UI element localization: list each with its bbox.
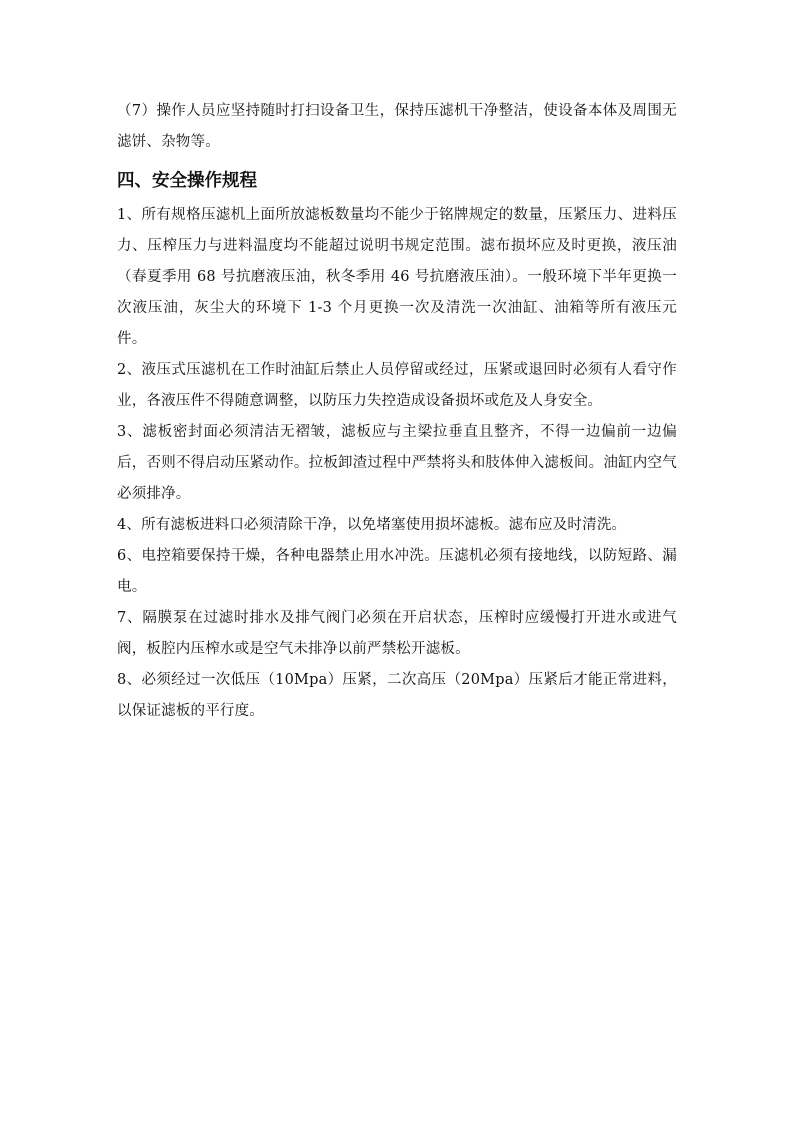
intro-paragraph: （7）操作人员应坚持随时打扫设备卫生，保持压滤机干净整洁，使设备本体及周围无滤饼、杂物等。 [117,103,677,150]
rule-paragraph-4: 4、所有滤板进料口必须清除干净，以免堵塞使用损坏滤板。滤布应及时清洗。 [117,517,627,533]
rule-paragraph-6: 6、电控箱要保持干燥，各种电器禁止用水冲洗。压滤机必须有接地线，以防短路、漏电。 [117,548,677,595]
rule-paragraph-2: 2、液压式压滤机在工作时油缸后禁止人员停留或经过，压紧或退回时必须有人看守作业，各液压件不得随意调整，以防压力失控造成设备损坏或危及人身安全。 [117,362,677,409]
rule-paragraph-1: 1、所有规格压滤机上面所放滤板数量均不能少于铭牌规定的数量，压紧压力、进料压力、压榨压力与进料温度均不能超过说明书规定范围。滤布损坏应及时更换，液压油（春夏季用 68 号抗磨液压油，秋冬季用 46 号抗磨液压油）。一般环境下半年更换一次液压油，灰尘大的环境下 1-3 个月更换一次及清洗一次油缸、油箱等所有液压元件。 [117,207,677,347]
document-page [117,96,677,727]
rule-paragraph-7: 7、隔膜泵在过滤时排水及排气阀门必须在开启状态，压榨时应缓慢打开进水或进气阀，板腔内压榨水或是空气未排净以前严禁松开滤板。 [117,610,677,657]
rule-paragraph-3: 3、滤板密封面必须清洁无褶皱，滤板应与主梁拉垂直且整齐，不得一边偏前一边偏后，否则不得启动压紧动作。拉板卸渣过程中严禁将头和肢体伸入滤板间。油缸内空气必须排净。 [117,424,677,502]
section-heading: 四、安全操作规程 [117,171,257,191]
rule-paragraph-8: 8、必须经过一次低压（10Mpa）压紧，二次高压（20Mpa）压紧后才能正常进料，以保证滤板的平行度。 [117,672,677,719]
